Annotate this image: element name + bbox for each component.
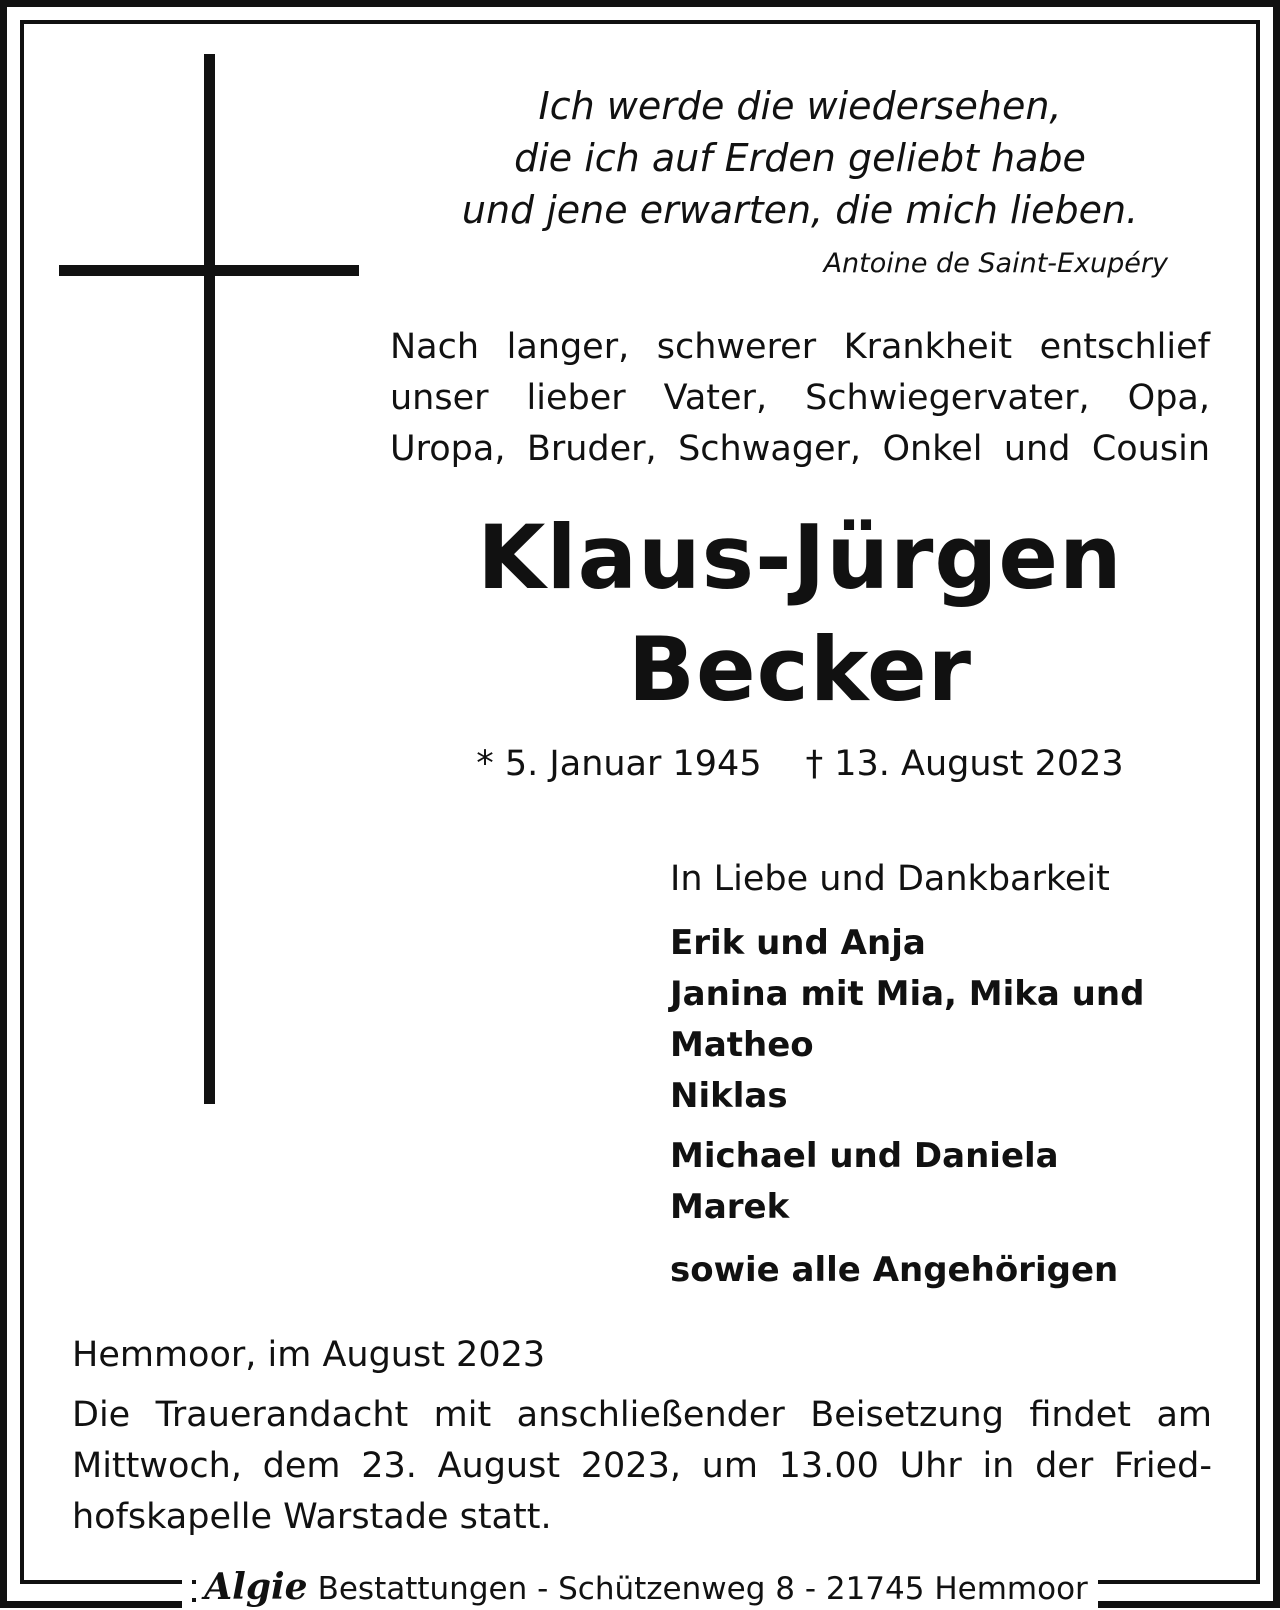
mourner-line: Janina mit Mia, Mika und <box>670 974 1145 1014</box>
life-dates <box>420 740 1180 788</box>
birth-date: * 5. Januar 1945 <box>476 744 762 784</box>
mourner-line: Matheo <box>670 1025 814 1065</box>
mourners-heading: In Liebe und Dankbarkeit <box>670 859 1110 899</box>
mourners-list <box>670 918 1144 1296</box>
mourner-line: sowie alle Angehörigen <box>670 1250 1119 1290</box>
mourner-line: Niklas <box>670 1076 788 1116</box>
intro-text <box>390 322 1210 475</box>
deceased-last-name: Becker <box>627 618 973 721</box>
cross-icon-crossbar <box>59 265 359 276</box>
deceased-first-name: Klaus-Jürgen <box>477 506 1123 609</box>
ceremony-text <box>72 1390 1212 1543</box>
mourner-line: Marek <box>670 1187 790 1227</box>
quote-line: Ich werde die wiedersehen, <box>538 84 1062 128</box>
ceremony-line: Die Trauerandacht mit anschließender Beisetzung findet am <box>72 1395 1212 1435</box>
quote <box>420 80 1180 236</box>
ceremony-line: hofskapelle Warstade statt. <box>72 1497 552 1537</box>
mourner-line: Michael und Daniela <box>670 1136 1059 1176</box>
footer <box>20 1566 1260 1608</box>
footer-content <box>182 1566 1098 1610</box>
footer-rule-icon <box>192 1580 196 1602</box>
quote-author: Antoine de Saint-Exupéry <box>823 248 1168 279</box>
intro-line: Nach langer, schwerer Krankheit entschlief <box>390 327 1210 367</box>
footer-text: Bestattungen - Schützenweg 8 - 21745 Hemmoor <box>317 1571 1088 1607</box>
death-date: † 13. August 2023 <box>805 744 1124 784</box>
intro-line: Uropa, Bruder, Schwager, Onkel und Cousin <box>390 429 1210 469</box>
intro-line: unser lieber Vater, Schwiegervater, Opa, <box>390 378 1210 418</box>
mourner-line: Erik und Anja <box>670 923 926 963</box>
deceased-name <box>420 502 1180 726</box>
quote-line: die ich auf Erden geliebt habe <box>514 136 1086 180</box>
footer-logo: Algie <box>204 1566 308 1608</box>
ceremony-line: Mittwoch, dem 23. August 2023, um 13.00 Uhr in der Fried- <box>72 1446 1212 1486</box>
cross-icon <box>204 54 215 1104</box>
place-date: Hemmoor, im August 2023 <box>72 1335 546 1375</box>
quote-line: und jene erwarten, die mich lieben. <box>461 188 1139 232</box>
